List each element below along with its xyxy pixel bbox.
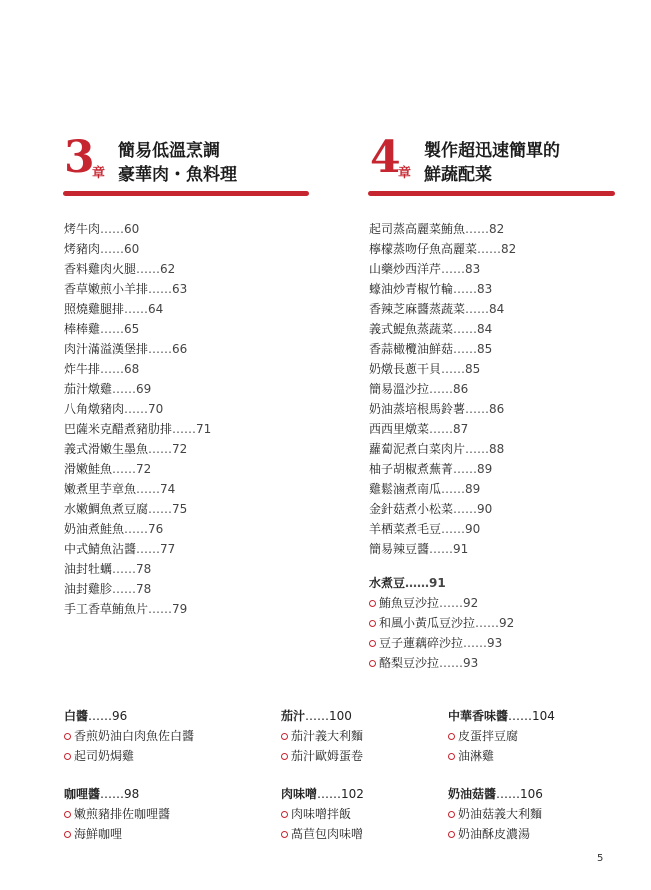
dot-leader: …… bbox=[136, 542, 161, 556]
dot-leader: …… bbox=[465, 302, 490, 316]
bullet-icon bbox=[448, 831, 455, 838]
entry-page: 86 bbox=[489, 402, 505, 416]
toc-entry bbox=[369, 259, 516, 279]
dot-leader: …… bbox=[463, 636, 488, 650]
dot-leader: …… bbox=[100, 322, 125, 336]
entry-page: 66 bbox=[172, 342, 188, 356]
sauce-block bbox=[448, 706, 555, 766]
entry-page: 82 bbox=[489, 222, 505, 236]
toc-entry bbox=[64, 439, 211, 459]
chapter-3-toc bbox=[64, 219, 211, 619]
dot-leader: …… bbox=[496, 787, 521, 801]
entry-page: 72 bbox=[172, 442, 188, 456]
toc-entry bbox=[369, 519, 516, 539]
bullet-icon bbox=[369, 600, 376, 607]
entry-title: 手工香草鮪魚片 bbox=[64, 602, 149, 616]
entry-title: 萵苣包肉味噌 bbox=[291, 827, 364, 841]
entry-title: 起司奶焗雞 bbox=[74, 749, 135, 763]
sauce-heading bbox=[64, 784, 170, 804]
bullet-icon bbox=[369, 620, 376, 627]
bullet-icon bbox=[281, 811, 288, 818]
toc-entry bbox=[64, 599, 211, 619]
sub-entry bbox=[369, 613, 516, 633]
toc-entry bbox=[64, 459, 211, 479]
dot-leader: …… bbox=[100, 362, 125, 376]
entry-page: 71 bbox=[196, 422, 212, 436]
dot-leader: …… bbox=[124, 302, 149, 316]
entry-page: 78 bbox=[136, 582, 152, 596]
sub-entry bbox=[448, 824, 543, 844]
toc-entry bbox=[369, 319, 516, 339]
entry-title: 烤牛肉 bbox=[64, 222, 101, 236]
dot-leader: …… bbox=[148, 602, 173, 616]
sub-entry bbox=[64, 804, 170, 824]
entry-title: 檸檬蒸吻仔魚高麗菜 bbox=[369, 242, 478, 256]
sub-entry bbox=[448, 726, 555, 746]
entry-title: 滑嫩鮭魚 bbox=[64, 462, 113, 476]
dot-leader: …… bbox=[112, 582, 137, 596]
toc-entry bbox=[369, 299, 516, 319]
sauce-name: 奶油菇醬 bbox=[448, 787, 497, 801]
toc-entry bbox=[64, 539, 211, 559]
entry-page: 86 bbox=[453, 382, 469, 396]
entry-page: 64 bbox=[148, 302, 164, 316]
chapter-4-toc bbox=[369, 219, 516, 673]
entry-title: 香料雞肉火腿 bbox=[64, 262, 137, 276]
dot-leader: …… bbox=[136, 262, 161, 276]
toc-entry bbox=[64, 239, 211, 259]
sauce-heading bbox=[448, 784, 543, 804]
entry-title: 油封雞胗 bbox=[64, 582, 113, 596]
entry-title: 茄汁歐姆蛋卷 bbox=[291, 749, 364, 763]
sauce-name: 中華香味醬 bbox=[448, 709, 509, 723]
dot-leader: …… bbox=[465, 402, 490, 416]
sauce-heading bbox=[448, 706, 555, 726]
toc-entry bbox=[64, 359, 211, 379]
dot-leader: …… bbox=[477, 242, 502, 256]
entry-title: 義式鯷魚蒸蔬菜 bbox=[369, 322, 454, 336]
sub-entry bbox=[281, 726, 363, 746]
sauce-name: 茄汁 bbox=[281, 709, 306, 723]
sauce-heading bbox=[281, 706, 363, 726]
sauce-page: 104 bbox=[532, 709, 555, 723]
entry-title: 豆子蓮藕碎沙拉 bbox=[379, 636, 464, 650]
bullet-icon bbox=[281, 753, 288, 760]
dot-leader: …… bbox=[429, 382, 454, 396]
entry-page: 91 bbox=[429, 576, 446, 590]
toc-entry bbox=[369, 419, 516, 439]
entry-page: 60 bbox=[124, 222, 140, 236]
chapter-4-divider bbox=[368, 191, 615, 196]
entry-page: 89 bbox=[477, 462, 493, 476]
toc-entry bbox=[369, 339, 516, 359]
bullet-icon bbox=[64, 811, 71, 818]
entry-page: 89 bbox=[465, 482, 481, 496]
dot-leader: …… bbox=[124, 522, 149, 536]
chapter-number: 3 bbox=[64, 132, 95, 183]
dot-leader: …… bbox=[148, 502, 173, 516]
sauce-block bbox=[281, 706, 363, 766]
dot-leader: …… bbox=[475, 616, 500, 630]
bullet-icon bbox=[448, 733, 455, 740]
entry-page: 92 bbox=[499, 616, 515, 630]
entry-page: 92 bbox=[463, 596, 479, 610]
bullet-icon bbox=[281, 733, 288, 740]
entry-title: 起司蒸高麗菜鮪魚 bbox=[369, 222, 466, 236]
toc-entry bbox=[64, 339, 211, 359]
dot-leader: …… bbox=[453, 282, 478, 296]
dot-leader: …… bbox=[453, 502, 478, 516]
entry-title: 簡易溫沙拉 bbox=[369, 382, 430, 396]
dot-leader: …… bbox=[88, 709, 113, 723]
sauce-heading bbox=[281, 784, 364, 804]
bullet-icon bbox=[448, 753, 455, 760]
entry-title: 油淋雞 bbox=[458, 749, 495, 763]
entry-title: 奶燉長蔥干貝 bbox=[369, 362, 442, 376]
dot-leader: …… bbox=[136, 482, 161, 496]
dot-leader: …… bbox=[148, 442, 173, 456]
entry-title: 西西里燉菜 bbox=[369, 422, 430, 436]
entry-title: 棒棒雞 bbox=[64, 322, 101, 336]
dot-leader: …… bbox=[453, 322, 478, 336]
sauce-page: 96 bbox=[112, 709, 128, 723]
sub-entry bbox=[281, 746, 363, 766]
entry-page: 87 bbox=[453, 422, 469, 436]
toc-entry bbox=[64, 559, 211, 579]
entry-page: 88 bbox=[489, 442, 505, 456]
dot-leader: …… bbox=[305, 709, 330, 723]
chapter-title-line1: 簡易低溫烹調 bbox=[118, 141, 220, 161]
sub-entry bbox=[64, 746, 194, 766]
chapter-3-divider bbox=[63, 191, 309, 196]
entry-page: 78 bbox=[136, 562, 152, 576]
toc-entry bbox=[369, 439, 516, 459]
entry-title: 皮蛋拌豆腐 bbox=[458, 729, 519, 743]
toc-entry bbox=[369, 239, 516, 259]
entry-title: 酪梨豆沙拉 bbox=[379, 656, 440, 670]
sauce-block bbox=[448, 784, 543, 844]
toc-entry bbox=[64, 219, 211, 239]
entry-page: 93 bbox=[463, 656, 479, 670]
toc-entry bbox=[369, 399, 516, 419]
entry-title: 香草嫩煎小羊排 bbox=[64, 282, 149, 296]
entry-page: 70 bbox=[148, 402, 164, 416]
entry-title: 柚子胡椒煮蕪菁 bbox=[369, 462, 454, 476]
dot-leader: …… bbox=[439, 656, 464, 670]
toc-entry bbox=[369, 499, 516, 519]
sub-entry bbox=[448, 746, 555, 766]
entry-title: 茄汁燉雞 bbox=[64, 382, 113, 396]
chapter-label: 章 bbox=[92, 166, 106, 181]
toc-entry bbox=[369, 379, 516, 399]
entry-page: 74 bbox=[160, 482, 176, 496]
entry-title: 肉味噌拌飯 bbox=[291, 807, 352, 821]
entry-title: 義式滑嫩生墨魚 bbox=[64, 442, 149, 456]
dot-leader: …… bbox=[317, 787, 342, 801]
entry-title: 香蒜橄欖油鮮菇 bbox=[369, 342, 454, 356]
bullet-icon bbox=[369, 640, 376, 647]
entry-title: 油封牡蠣 bbox=[64, 562, 113, 576]
dot-leader: …… bbox=[112, 462, 137, 476]
dot-leader: …… bbox=[439, 596, 464, 610]
entry-title: 八角燉豬肉 bbox=[64, 402, 125, 416]
entry-title: 奶油菇義大利麵 bbox=[458, 807, 543, 821]
sauce-block bbox=[281, 784, 364, 844]
bullet-icon bbox=[448, 811, 455, 818]
entry-title: 山藥炒西洋芹 bbox=[369, 262, 442, 276]
entry-page: 84 bbox=[489, 302, 505, 316]
toc-entry bbox=[369, 479, 516, 499]
entry-title: 香煎奶油白肉魚佐白醬 bbox=[74, 729, 195, 743]
sauce-name: 咖哩醬 bbox=[64, 787, 101, 801]
toc-entry bbox=[64, 299, 211, 319]
entry-page: 76 bbox=[148, 522, 164, 536]
sauce-name: 白醬 bbox=[64, 709, 89, 723]
dot-leader: …… bbox=[112, 382, 137, 396]
entry-page: 83 bbox=[465, 262, 481, 276]
toc-entry bbox=[64, 499, 211, 519]
entry-page: 79 bbox=[172, 602, 188, 616]
dot-leader: …… bbox=[465, 222, 490, 236]
toc-entry bbox=[369, 359, 516, 379]
entry-title: 蘿蔔泥煮白菜肉片 bbox=[369, 442, 466, 456]
toc-entry bbox=[64, 379, 211, 399]
dot-leader: …… bbox=[124, 402, 149, 416]
entry-title: 嫩煎豬排佐咖哩醬 bbox=[74, 807, 171, 821]
bullet-icon bbox=[281, 831, 288, 838]
entry-title: 羊栖菜煮毛豆 bbox=[369, 522, 442, 536]
section-gap bbox=[369, 559, 516, 573]
dot-leader: …… bbox=[441, 482, 466, 496]
entry-title: 照燒雞腿排 bbox=[64, 302, 125, 316]
bullet-icon bbox=[369, 660, 376, 667]
bullet-icon bbox=[64, 831, 71, 838]
sauce-page: 106 bbox=[520, 787, 543, 801]
chapter-number: 4 bbox=[370, 132, 401, 183]
sauce-page: 98 bbox=[124, 787, 140, 801]
sub-entry bbox=[369, 633, 516, 653]
page-number: 5 bbox=[597, 853, 604, 864]
dot-leader: …… bbox=[441, 362, 466, 376]
entry-page: 90 bbox=[477, 502, 493, 516]
entry-title: 鮪魚豆沙拉 bbox=[379, 596, 440, 610]
chapter-title-line1: 製作超迅速簡單的 bbox=[424, 141, 560, 161]
entry-title: 奶油煮鮭魚 bbox=[64, 522, 125, 536]
entry-page: 63 bbox=[172, 282, 188, 296]
entry-page: 65 bbox=[124, 322, 140, 336]
entry-title: 水嫩鯛魚煮豆腐 bbox=[64, 502, 149, 516]
dot-leader: …… bbox=[508, 709, 533, 723]
sub-entry bbox=[281, 804, 364, 824]
sub-entry bbox=[448, 804, 543, 824]
dot-leader: …… bbox=[100, 222, 125, 236]
dot-leader: …… bbox=[100, 242, 125, 256]
sauce-block bbox=[64, 784, 170, 844]
entry-page: 90 bbox=[465, 522, 481, 536]
sauce-block bbox=[64, 706, 194, 766]
toc-entry bbox=[64, 479, 211, 499]
entry-title: 肉汁滿溢漢堡排 bbox=[64, 342, 149, 356]
entry-title: 奶油酥皮濃湯 bbox=[458, 827, 531, 841]
entry-page: 69 bbox=[136, 382, 152, 396]
entry-title: 海鮮咖哩 bbox=[74, 827, 123, 841]
entry-title: 金針菇煮小松菜 bbox=[369, 502, 454, 516]
dot-leader: …… bbox=[441, 522, 466, 536]
entry-title: 烤豬肉 bbox=[64, 242, 101, 256]
sauce-page: 100 bbox=[329, 709, 352, 723]
toc-entry bbox=[369, 539, 516, 559]
toc-entry bbox=[64, 279, 211, 299]
entry-page: 91 bbox=[453, 542, 469, 556]
dot-leader: …… bbox=[453, 342, 478, 356]
entry-title: 嫩煮里芋章魚 bbox=[64, 482, 137, 496]
entry-page: 68 bbox=[124, 362, 140, 376]
entry-page: 77 bbox=[160, 542, 176, 556]
toc-entry bbox=[369, 219, 516, 239]
toc-entry bbox=[64, 319, 211, 339]
bullet-icon bbox=[64, 753, 71, 760]
toc-entry bbox=[369, 279, 516, 299]
entry-page: 85 bbox=[465, 362, 481, 376]
sub-entry bbox=[281, 824, 364, 844]
toc-entry bbox=[369, 459, 516, 479]
entry-page: 72 bbox=[136, 462, 152, 476]
dot-leader: …… bbox=[441, 262, 466, 276]
sub-entry bbox=[369, 593, 516, 613]
toc-entry bbox=[64, 579, 211, 599]
toc-entry bbox=[64, 419, 211, 439]
entry-page: 85 bbox=[477, 342, 493, 356]
toc-entry bbox=[64, 519, 211, 539]
entry-page: 83 bbox=[477, 282, 493, 296]
chapter-title-line2: 鮮蔬配菜 bbox=[424, 165, 492, 185]
entry-title: 香辣芝麻醬蒸蔬菜 bbox=[369, 302, 466, 316]
entry-title: 簡易辣豆醬 bbox=[369, 542, 430, 556]
toc-entry bbox=[64, 399, 211, 419]
entry-page: 84 bbox=[477, 322, 493, 336]
dot-leader: …… bbox=[148, 342, 173, 356]
section-heading bbox=[369, 573, 516, 593]
sauce-page: 102 bbox=[341, 787, 364, 801]
dot-leader: …… bbox=[429, 542, 454, 556]
entry-title: 茄汁義大利麵 bbox=[291, 729, 364, 743]
entry-title: 雞鬆滷煮南瓜 bbox=[369, 482, 442, 496]
entry-title: 炸牛排 bbox=[64, 362, 101, 376]
sub-entry bbox=[64, 824, 170, 844]
dot-leader: …… bbox=[112, 562, 137, 576]
sauce-heading bbox=[64, 706, 194, 726]
entry-title: 中式鯖魚沾醬 bbox=[64, 542, 137, 556]
dot-leader: …… bbox=[405, 576, 430, 590]
toc-entry bbox=[64, 259, 211, 279]
entry-title: 奶油蒸培根馬鈴薯 bbox=[369, 402, 466, 416]
sub-entry bbox=[369, 653, 516, 673]
bullet-icon bbox=[64, 733, 71, 740]
entry-page: 60 bbox=[124, 242, 140, 256]
dot-leader: …… bbox=[148, 282, 173, 296]
entry-title: 和風小黃瓜豆沙拉 bbox=[379, 616, 476, 630]
chapter-label: 章 bbox=[398, 166, 412, 181]
dot-leader: …… bbox=[465, 442, 490, 456]
chapter-title-line2: 豪華肉・魚料理 bbox=[118, 165, 237, 185]
dot-leader: …… bbox=[100, 787, 125, 801]
entry-title: 蠔油炒青椒竹輪 bbox=[369, 282, 454, 296]
entry-page: 62 bbox=[160, 262, 176, 276]
dot-leader: …… bbox=[172, 422, 197, 436]
entry-title: 水煮豆 bbox=[369, 576, 406, 590]
entry-page: 75 bbox=[172, 502, 188, 516]
sauce-name: 肉味噌 bbox=[281, 787, 318, 801]
dot-leader: …… bbox=[429, 422, 454, 436]
dot-leader: …… bbox=[453, 462, 478, 476]
entry-page: 93 bbox=[487, 636, 503, 650]
entry-title: 巴薩米克醋煮豬肋排 bbox=[64, 422, 173, 436]
sub-entry bbox=[64, 726, 194, 746]
entry-page: 82 bbox=[501, 242, 517, 256]
